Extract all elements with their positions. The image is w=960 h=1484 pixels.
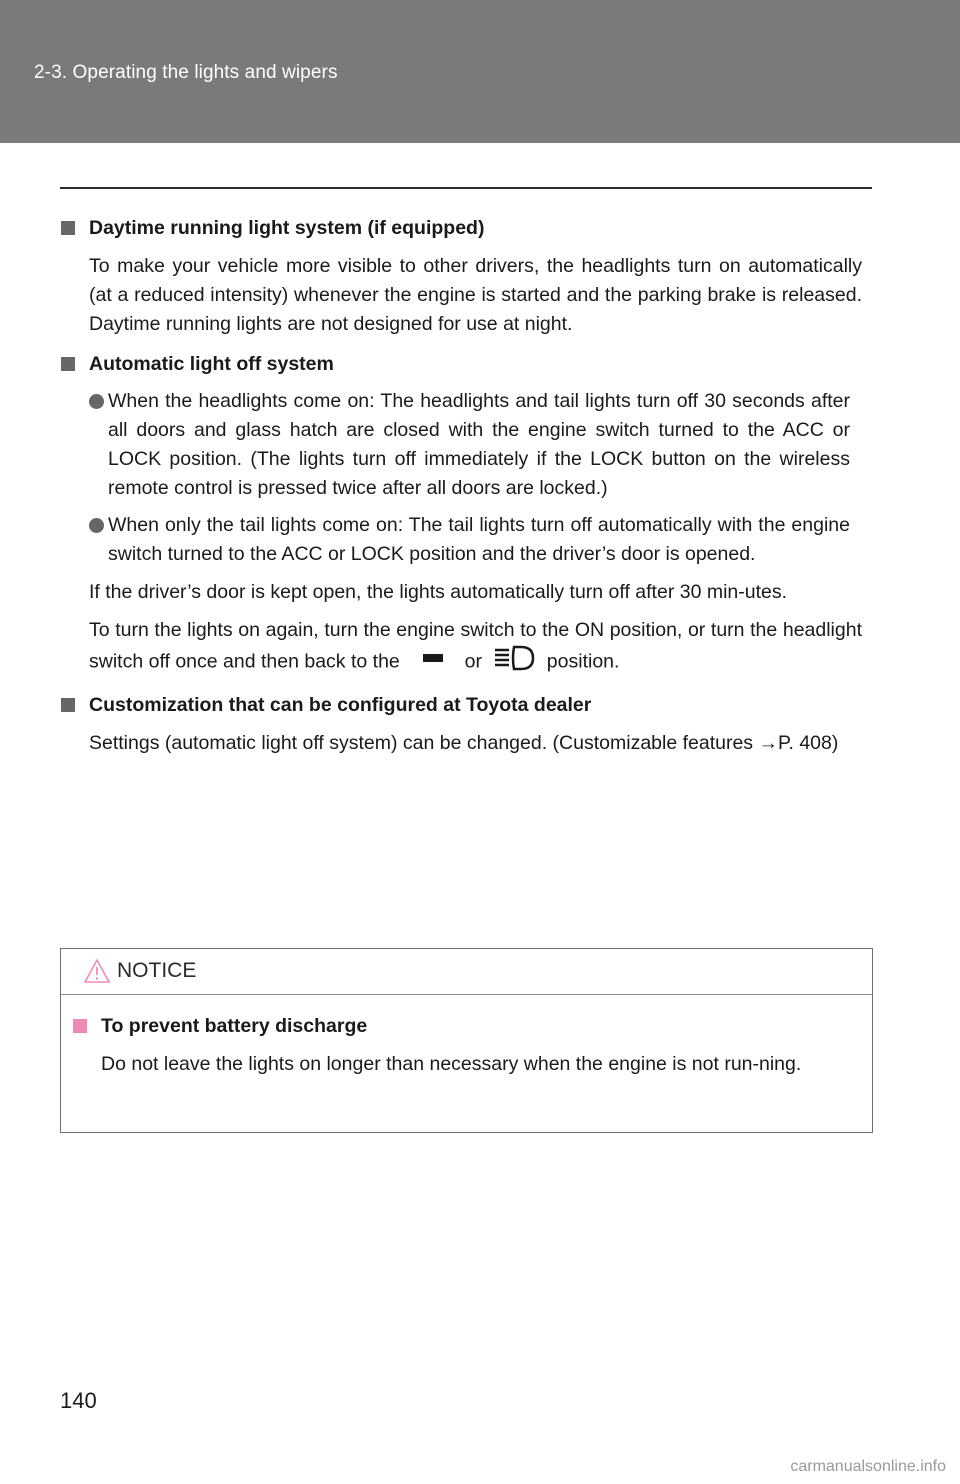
page-number: 140 bbox=[60, 1388, 97, 1413]
heading-customization: Customization that can be configured at Toyota dealer bbox=[60, 690, 862, 720]
square-bullet-icon bbox=[61, 698, 75, 712]
page-reference-link[interactable]: P. 408) bbox=[777, 732, 839, 754]
notice-title: NOTICE bbox=[117, 959, 197, 982]
header-divider bbox=[60, 187, 872, 189]
main-content bbox=[60, 213, 862, 758]
arrow-icon: → bbox=[758, 732, 778, 754]
headlight-position-icon bbox=[491, 645, 537, 680]
list-item: When the headlights come on: The headlights and tail lights turn off 30 seconds after all doors and glass hatch are closed with the engine switch turned to the ACC or LOCK position. (The lights turn off immediately if the LOCK button on the wireless remote control is pressed twice after all doors are locked.) bbox=[60, 387, 862, 503]
header-band bbox=[0, 0, 960, 143]
list-item: When only the tail lights come on: The tail lights turn off automatically with the engine switch turned to the ACC or LOCK position and the driver’s door is opened. bbox=[60, 511, 862, 569]
section-title: 2-3. Operating the lights and wipers bbox=[34, 62, 338, 83]
circle-bullet-icon bbox=[89, 394, 104, 409]
paragraph-daytime-running-light: To make your vehicle more visible to other drivers, the headlights turn on automatically (at a reduced intensity) whenever the engine is started and the parking brake is released. Daytime running lights are not designed for use at night. bbox=[89, 255, 862, 335]
notice-box bbox=[60, 948, 873, 1133]
square-bullet-icon bbox=[61, 357, 75, 371]
notice-heading: To prevent battery discharge bbox=[61, 1011, 861, 1041]
paragraph-turn-lights-on: To turn the lights on again, turn the engine switch to the ON position, or turn the headlight switch off once and then back to the or position. bbox=[60, 616, 862, 680]
heading-daytime-running-light: Daytime running light system (if equipped) bbox=[60, 213, 862, 243]
circle-bullet-icon bbox=[89, 518, 104, 533]
heading-automatic-light-off: Automatic light off system bbox=[60, 349, 862, 379]
tail-light-position-icon bbox=[409, 648, 455, 677]
warning-triangle-icon bbox=[83, 958, 111, 989]
square-bullet-icon bbox=[73, 1019, 87, 1033]
square-bullet-icon bbox=[61, 221, 75, 235]
notice-body bbox=[61, 1011, 861, 1079]
paragraph-door-open: If the driver’s door is kept open, the lights automatically turn off after 30 min-utes. bbox=[89, 581, 788, 603]
watermark: carmanualsonline.info bbox=[790, 1458, 946, 1475]
notice-header bbox=[61, 949, 872, 995]
notice-paragraph: Do not leave the lights on longer than necessary when the engine is not run-ning. bbox=[101, 1053, 802, 1075]
paragraph-customization: Settings (automatic light off system) can be changed. (Customizable features →P. 408) bbox=[89, 732, 839, 754]
